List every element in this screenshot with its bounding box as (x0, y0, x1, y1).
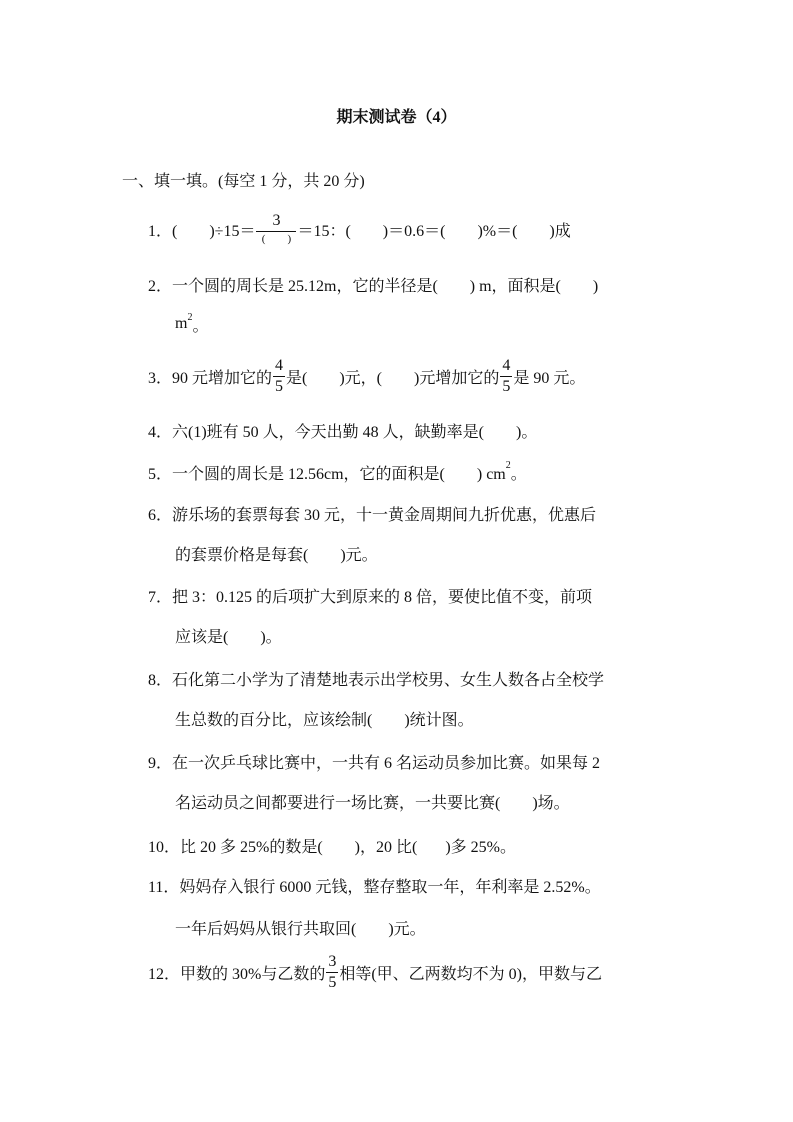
numerator: 4 (273, 358, 285, 377)
question-line (148, 418, 537, 442)
text-segment: 11．妈妈存入银行 6000 元钱，整存整取一年，年利率是 2.52%。 (148, 878, 601, 896)
question-line (148, 833, 516, 857)
text-segment: 7．把 3：0.125 的后项扩大到原来的 8 倍，要使比值不变，前项 (148, 588, 593, 606)
text-segment: 8．石化第二小学为了清楚地表示出学校男、女生人数各占全校学 (148, 671, 605, 689)
text-segment: 。 (192, 317, 209, 335)
text-segment: 的套票价格是每套( )元。 (175, 546, 378, 564)
denominator: 5 (328, 973, 337, 991)
text-segment: 生总数的百分比，应该绘制( )统计图。 (175, 711, 474, 729)
text-segment: 4．六(1)班有 50 人，今天出勤 48 人，缺勤率是( )。 (148, 423, 538, 441)
text-segment: m (175, 315, 188, 332)
question-line (148, 356, 586, 395)
question-line (148, 272, 598, 296)
text-segment: 5．一个圆的周长是 12.56cm，它的面积是( ) cm (148, 465, 506, 483)
numerator: 3 (326, 954, 338, 973)
question-line (148, 501, 596, 525)
question-line (175, 706, 474, 730)
text-segment: 是( )元，( )元增加它的 (286, 369, 500, 387)
fraction (256, 213, 296, 245)
fraction (500, 358, 512, 395)
question-line (148, 583, 592, 607)
text-segment: 12．甲数的 30%与乙数的 (148, 965, 326, 983)
question-line (148, 873, 601, 897)
text-segment: 6．游乐场的套票每套 30 元，十一黄金周期间九折优惠，优惠后 (148, 506, 597, 524)
denominator: ( ) (261, 233, 292, 245)
question-line (148, 212, 571, 245)
question-line (175, 789, 570, 813)
denominator: 5 (502, 377, 511, 395)
question-line: m $^2$ 。 (175, 312, 209, 335)
text-segment: 名运动员之间都要进行一场比赛，一共要比赛( )场。 (175, 794, 570, 812)
section-heading: 一、填一填。(每空 1 分，共 20 分) (122, 173, 365, 190)
question-line (148, 666, 604, 690)
text-segment: 。 (510, 465, 527, 483)
question-line (148, 749, 600, 773)
text-segment: 2．一个圆的周长是 25.12m，它的半径是( ) m，面积是( ) (148, 277, 599, 295)
question-line (175, 915, 426, 939)
text-segment: ＝15：( )＝0.6＝( )%＝( )成 (297, 222, 571, 240)
fraction (273, 358, 285, 395)
page-title: 期末测试卷（4） (336, 109, 457, 126)
text-segment: 一年后妈妈从银行共取回( )元。 (175, 920, 426, 938)
question-line: 5．一个圆的周长是 12.56cm，它的面积是( ) cm $^2$ 。 (148, 460, 527, 483)
question-line (148, 952, 603, 991)
numerator: 3 (256, 213, 296, 232)
question-line (175, 623, 282, 647)
question-line (175, 541, 378, 565)
text-segment: 相等(甲、乙两数均不为 0)，甲数与乙 (339, 965, 603, 983)
text-segment: 应该是( )。 (175, 628, 282, 646)
text-segment: 10．比 20 多 25%的数是( )，20 比( )多 25%。 (148, 838, 516, 856)
text-segment: 9．在一次乒乓球比赛中，一共有 6 名运动员参加比赛。如果每 2 (148, 754, 601, 772)
text-segment: 1．( )÷15＝ (148, 222, 256, 240)
text-segment: 是 90 元。 (513, 369, 586, 387)
text-segment: 3．90 元增加它的 (148, 369, 273, 387)
numerator: 4 (500, 358, 512, 377)
denominator: 5 (275, 377, 284, 395)
fraction (326, 954, 338, 991)
